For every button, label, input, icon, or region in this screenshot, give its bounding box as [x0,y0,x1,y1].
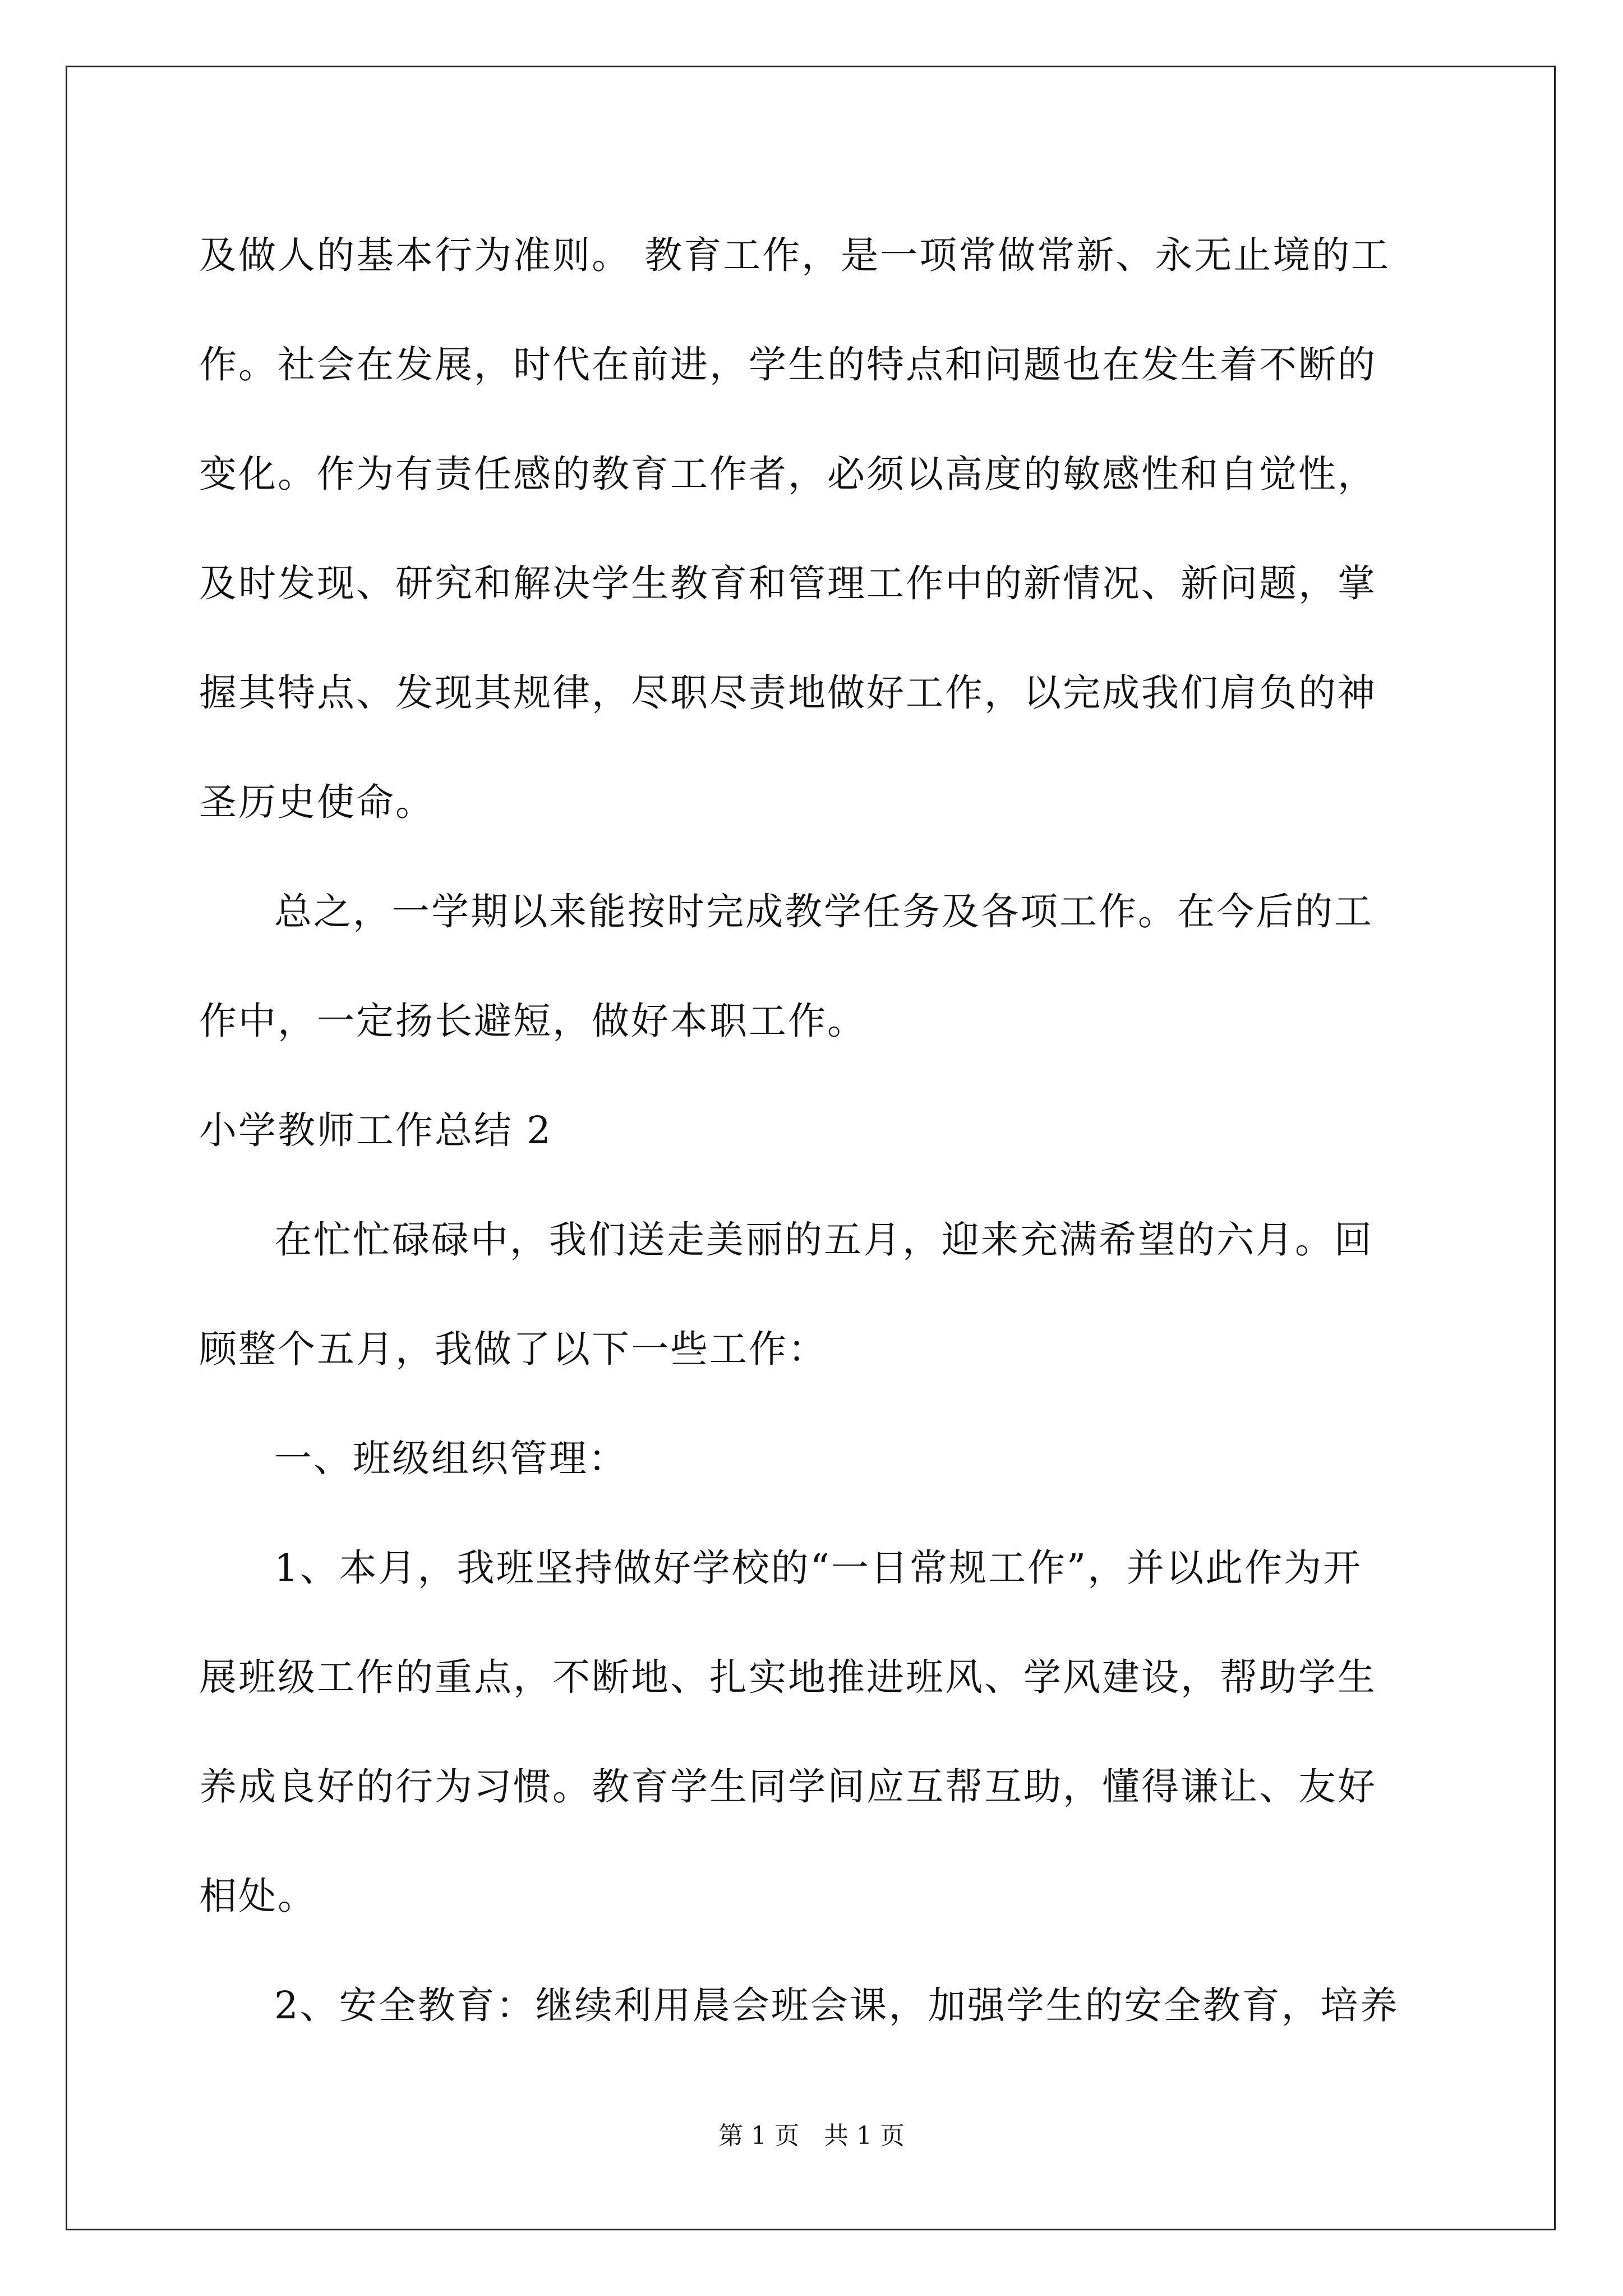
body-text-line: 及做人的基本行为准则。 教育工作，是一项常做常新、永无止境的工 [199,233,1391,277]
paragraph-first-line: 在忙忙碌碌中，我们送走美丽的五月，迎来充满希望的六月。回 [274,1218,1373,1262]
body-text-line: 握其特点、发现其规律，尽职尽责地做好工作，以完成我们肩负的神 [199,671,1377,715]
page-number-footer: 第 1 页 共 1 页 [718,2122,905,2150]
paragraph-first-line: 总之，一学期以来能按时完成教学任务及各项工作。在今后的工 [274,890,1373,933]
body-text-line: 及时发现、研究和解决学生教育和管理工作中的新情况、新问题，掌 [199,562,1377,605]
paragraph-first-line: 1、本月，我班坚持做好学校的“一日常规工作”，并以此作为开 [274,1546,1363,1590]
body-text-line: 相处。 [199,1874,317,1918]
body-text-line: 作中，一定扬长避短，做好本职工作。 [199,999,866,1043]
subheading: 一、班级组织管理： [274,1437,628,1480]
body-text-line: 展班级工作的重点，不断地、扎实地推进班风、学风建设，帮助学生 [199,1655,1377,1699]
body-text-line: 变化。作为有责任感的教育工作者，必须以高度的敏感性和自觉性， [199,452,1377,496]
body-text-line: 顾整个五月，我做了以下一些工作： [199,1327,827,1371]
body-text-line: 养成良好的行为习惯。教育学生同学间应互帮互助，懂得谦让、友好 [199,1765,1377,1809]
paragraph-first-line: 2、安全教育：继续利用晨会班会课，加强学生的安全教育，培养 [274,1984,1399,2027]
body-text-line: 作。社会在发展，时代在前进，学生的特点和问题也在发生着不断的 [199,343,1377,386]
body-text-line: 圣历史使命。 [199,780,435,824]
document-body [199,201,1426,2060]
section-heading: 小学教师工作总结 2 [199,1108,552,1152]
